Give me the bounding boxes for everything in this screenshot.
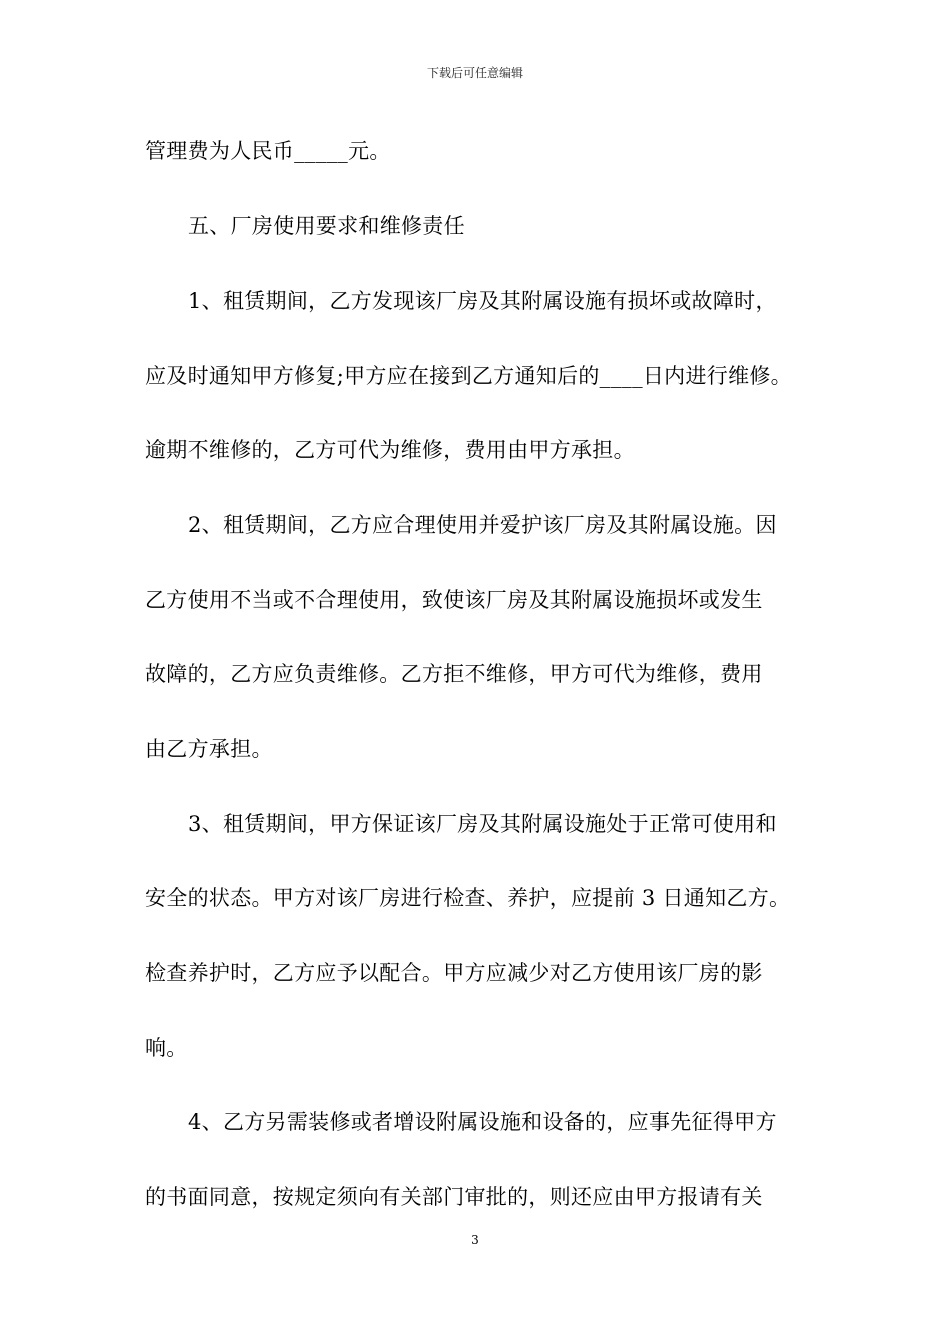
text-line: 安全的状态。甲方对该厂房进行检查、养护，应提前 3 日通知乙方。 [145,886,791,910]
text-line: 响。 [145,1036,188,1060]
text-line: 乙方使用不当或不合理使用，致使该厂房及其附属设施损坏或发生 [145,588,763,612]
text-line: 检查养护时，乙方应予以配合。甲方应减少对乙方使用该厂房的影 [145,961,763,985]
page-header: 下载后可任意编辑 [426,66,523,80]
text-line: 管理费为人民币_____元。 [145,139,391,163]
text-line: 故障的，乙方应负责维修。乙方拒不维修，甲方可代为维修，费用 [145,662,763,686]
text-line: 由乙方承担。 [145,737,273,761]
text-line: 逾期不维修的，乙方可代为维修，费用由甲方承担。 [145,438,635,462]
text-line: 应及时通知甲方修复;甲方应在接到乙方通知后的____日内进行维修。 [145,364,792,388]
text-line: 3、租赁期间，甲方保证该厂房及其附属设施处于正常可使用和 [188,812,777,836]
text-line: 4、乙方另需装修或者增设附属设施和设备的，应事先征得甲方 [188,1110,777,1134]
text-line: 1、租赁期间，乙方发现该厂房及其附属设施有损坏或故障时， [188,289,777,313]
text-line: 的书面同意，按规定须向有关部门审批的，则还应由甲方报请有关 [145,1185,763,1209]
page-number: 3 [471,1233,479,1247]
text-line: 2、租赁期间，乙方应合理使用并爱护该厂房及其附属设施。因 [188,513,777,537]
section-heading: 五、厂房使用要求和维修责任 [188,214,465,238]
